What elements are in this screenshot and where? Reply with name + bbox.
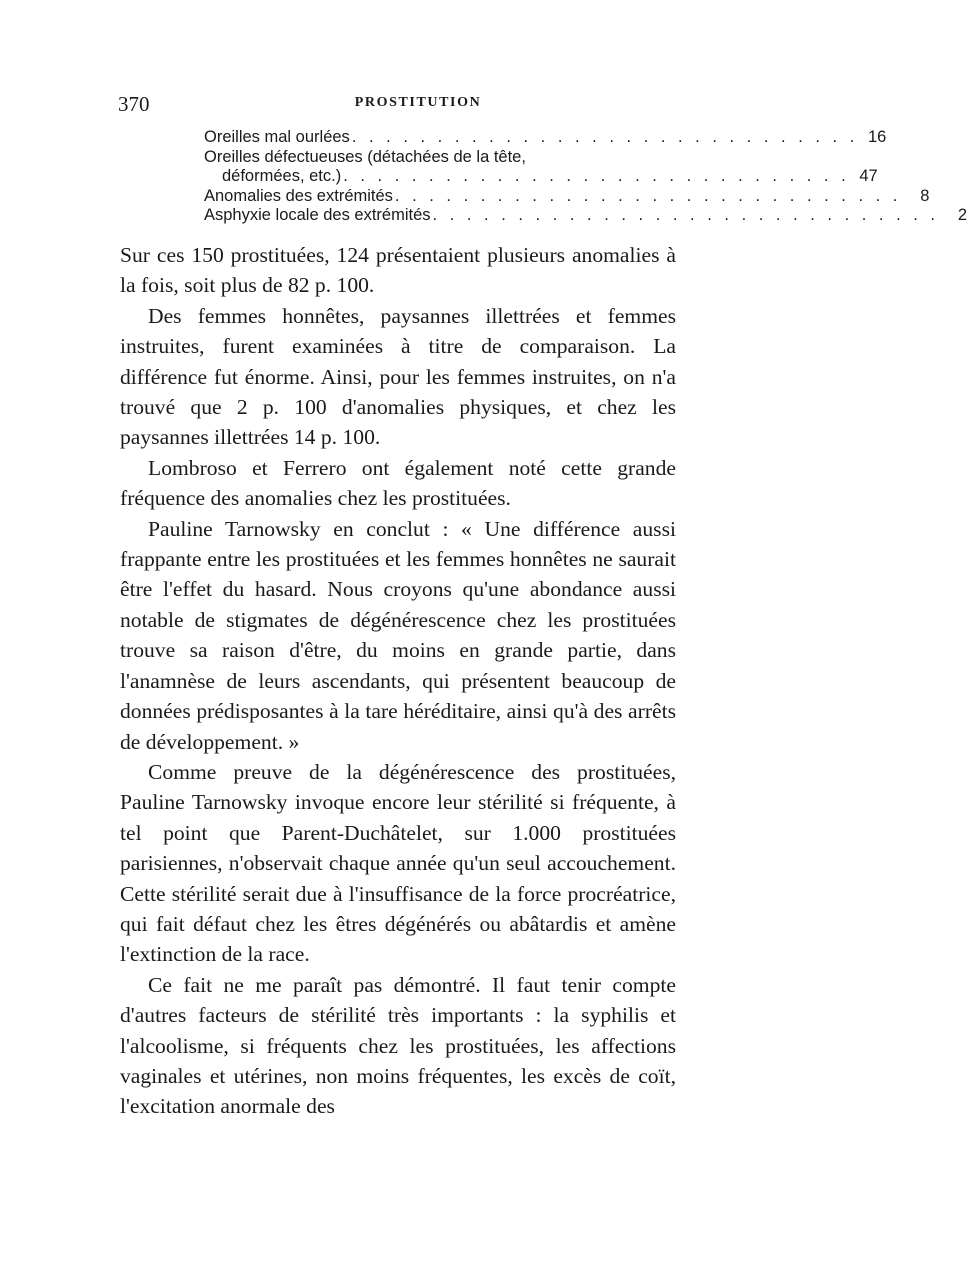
paragraph: Pauline Tarnowsky en conclut : « Une différence aussi frappante entre les prostituées et les femmes honnêtes ne saurait être l'effet du hasard. Nous croyons qu'une abondance aussi notable de stigmates de dégénérescence chez les prostituées trouve sa raison d'être, du moins en grande partie, dans l'anamnèse de leurs ascendants, qui présentent beaucoup de données prédisposantes à la tare héréditaire, ainsi qu'à des arrêts de développement. » <box>120 516 676 754</box>
table-row <box>204 206 967 226</box>
dot-leader: . . . . . . . . . . . . . . . . . . . . . . . . . . . . . . <box>394 186 902 205</box>
paragraph: Comme preuve de la dégénérescence des prostituées, Pauline Tarnowsky invoque encore leur stérilité si fréquente, à tel point que Parent-Duchâtelet, sur 1.000 prostituées parisiennes, n'observait chaque année qu'un seul accouchement. Cette stérilité serait due à l'insuffisance de la force procréatrice, qui fait défaut chez les êtres dégénérés ou abâtardis et amène l'extinction de la race. <box>120 759 676 967</box>
dot-leader: . . . . . . . . . . . . . . . . . . . . . . . . . . . . . . <box>432 206 940 224</box>
dot-leader: . . . . . . . . . . . . . . . . . . . . . . . . . . . . . . <box>343 167 850 185</box>
table-row-label: Anomalies des extrémités <box>204 186 393 205</box>
table-row <box>204 167 878 187</box>
body-text <box>120 240 676 1122</box>
table-row-label: Oreilles mal ourlées <box>204 128 350 146</box>
table-row <box>204 186 930 207</box>
paragraph: Lombroso et Ferrero ont également noté cette grande fréquence des anomalies chez les prostituées. <box>120 455 676 511</box>
paragraph: Sur ces 150 prostituées, 124 présentaient plusieurs anomalies à la fois, soit plus de 82 p. 100. <box>120 243 676 298</box>
table-row-value: 8 <box>920 186 930 205</box>
anomalies-table <box>204 128 967 226</box>
table-row-value: 47 <box>859 167 878 185</box>
running-title: PROSTITUTION <box>354 95 482 110</box>
table-row-label: Oreilles défectueuses (détachées de la tête, <box>204 147 526 166</box>
page-number: 370 <box>118 92 150 116</box>
table-row <box>204 128 887 148</box>
table-row <box>204 148 604 168</box>
table-row-label: déformées, etc.) <box>222 167 342 185</box>
table-row-value: 2 <box>957 206 967 224</box>
paragraph: Des femmes honnêtes, paysannes illettrées et femmes instruites, furent examinées à titre de comparaison. La différence fut énorme. Ainsi, pour les femmes instruites, on n'a trouvé que 2 p. 100 d'anomalies physiques, et chez les paysannes illettrées 14 p. 100. <box>120 303 676 450</box>
page-header <box>118 92 678 118</box>
table-row-label: Asphyxie locale des extrémités <box>204 206 431 224</box>
paragraph: Ce fait ne me paraît pas démontré. Il faut tenir compte d'autres facteurs de stérilité très importants : la syphilis et l'alcoolisme, si fréquents chez les prostituées, les affections vaginales et utérines, non moins fréquentes, les excès de coït, l'excitation anormale des <box>120 972 676 1119</box>
dot-leader: . . . . . . . . . . . . . . . . . . . . . . . . . . . . . . <box>351 128 859 146</box>
table-row-value: 16 <box>867 128 887 146</box>
